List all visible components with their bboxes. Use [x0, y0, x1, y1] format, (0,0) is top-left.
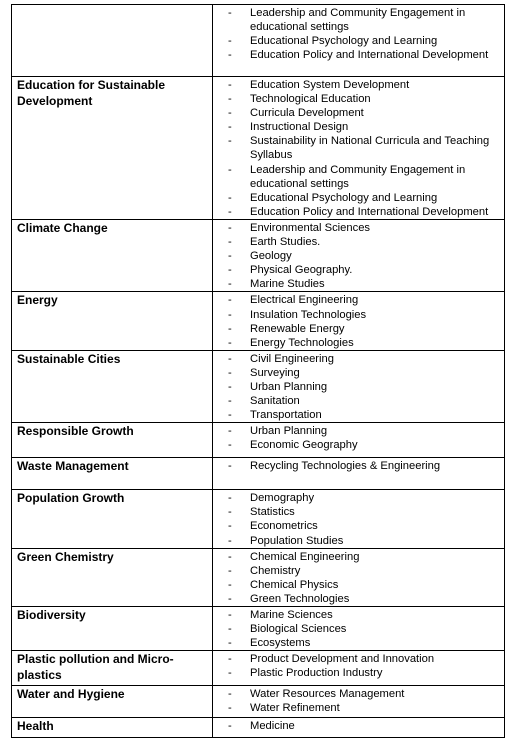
topic-cell [12, 718, 213, 738]
topic-label: Biodiversity [17, 608, 86, 622]
list-item: - Geology [228, 249, 500, 263]
topic-label: Climate Change [17, 220, 108, 235]
list-item: - Green Technologies [228, 592, 500, 606]
list-item: - Surveying [228, 366, 500, 380]
fields-list [228, 293, 500, 349]
table-row [12, 458, 505, 490]
list-item: - Water Refinement [228, 701, 500, 715]
fields-cell [213, 490, 505, 548]
topic-cell [12, 292, 213, 350]
fields-cell [213, 350, 505, 422]
table-row [12, 490, 505, 548]
list-item: - Civil Engineering [228, 352, 500, 366]
list-item: - Chemical Engineering [228, 550, 500, 564]
fields-list [228, 459, 500, 473]
list-item: - Statistics [228, 505, 500, 519]
table-row [12, 77, 505, 220]
list-item: - Product Development and Innovation [228, 652, 500, 666]
list-item: - Energy Technologies [228, 336, 500, 350]
topic-label: Sustainable Cities [17, 351, 121, 366]
topic-label: Plastic pollution and Micro-plastics [17, 652, 174, 682]
fields-cell [213, 686, 505, 718]
list-item: - Education Policy and International Development [228, 48, 500, 62]
topic-cell [12, 5, 213, 77]
list-item: - Transportation [228, 408, 500, 422]
table-row [12, 350, 505, 422]
list-item: - Chemical Physics [228, 578, 500, 592]
list-item: - Education Policy and International Development [228, 205, 500, 219]
fields-list [228, 78, 500, 219]
topic-cell [12, 490, 213, 548]
table-row [12, 292, 505, 350]
fields-list [228, 550, 500, 606]
list-item: - Demography [228, 491, 500, 505]
topic-cell [12, 651, 213, 686]
list-item: - Insulation Technologies [228, 308, 500, 322]
list-item: - Marine Studies [228, 277, 500, 291]
fields-list [228, 424, 500, 452]
list-item: - Chemistry [228, 564, 500, 578]
fields-cell [213, 607, 505, 651]
topic-cell [12, 548, 213, 606]
list-item: - Medicine [228, 719, 500, 733]
fields-list [228, 719, 500, 733]
list-item: - Technological Education [228, 92, 500, 106]
table-body [12, 5, 505, 738]
topics-table [11, 4, 505, 738]
topic-label: Energy [17, 293, 58, 308]
table-row [12, 548, 505, 606]
topic-cell [12, 219, 213, 291]
list-item: - Plastic Production Industry [228, 666, 500, 680]
table-row [12, 651, 505, 686]
topic-cell [12, 423, 213, 458]
topic-cell [12, 350, 213, 422]
list-item: - Recycling Technologies & Engineering [228, 459, 500, 473]
topic-label: Health [17, 719, 54, 734]
list-item: - Leadership and Community Engagement in educational settings [228, 6, 500, 34]
list-item: - Sanitation [228, 394, 500, 408]
table-row [12, 686, 505, 718]
fields-cell [213, 651, 505, 686]
list-item: - Biological Sciences [228, 622, 500, 636]
list-item: - Marine Sciences [228, 608, 500, 622]
fields-cell [213, 423, 505, 458]
fields-list [228, 652, 500, 680]
fields-cell [213, 5, 505, 77]
fields-list [228, 6, 500, 62]
list-item: - Ecosystems [228, 636, 500, 650]
table-row [12, 607, 505, 651]
fields-cell [213, 548, 505, 606]
table-row [12, 718, 505, 738]
list-item: - Electrical Engineering [228, 293, 500, 307]
list-item: - Environmental Sciences [228, 221, 500, 235]
fields-cell [213, 718, 505, 738]
list-item: - Sustainability in National Curricula and Teaching Syllabus [228, 134, 500, 162]
list-item: - Urban Planning [228, 424, 500, 438]
fields-list [228, 687, 500, 715]
fields-cell [213, 219, 505, 291]
list-item: - Leadership and Community Engagement in educational settings [228, 163, 500, 191]
list-item: - Population Studies [228, 534, 500, 548]
fields-list [228, 221, 500, 291]
topic-label: Green Chemistry [17, 549, 114, 564]
list-item: - Urban Planning [228, 380, 500, 394]
fields-list [228, 608, 500, 650]
fields-cell [213, 77, 505, 220]
topic-label: Education for Sustainable Development [17, 78, 166, 108]
topic-cell [12, 607, 213, 651]
list-item: - Econometrics [228, 519, 500, 533]
list-item: - Educational Psychology and Learning [228, 191, 500, 205]
list-item: - Earth Studies. [228, 235, 500, 249]
topic-label: Waste Management [17, 459, 129, 474]
topic-label: Population Growth [17, 491, 125, 506]
fields-list [228, 491, 500, 547]
list-item: - Instructional Design [228, 120, 500, 134]
list-item: - Curricula Development [228, 106, 500, 120]
topic-label: Water and Hygiene [17, 687, 125, 702]
table-row [12, 219, 505, 291]
topic-cell [12, 77, 213, 220]
fields-list [228, 352, 500, 422]
fields-cell [213, 458, 505, 490]
topic-cell [12, 686, 213, 718]
topic-cell [12, 458, 213, 490]
list-item: - Education System Development [228, 78, 500, 92]
fields-cell [213, 292, 505, 350]
list-item: - Physical Geography. [228, 263, 500, 277]
list-item: - Educational Psychology and Learning [228, 34, 500, 48]
list-item: - Economic Geography [228, 438, 500, 452]
list-item: - Renewable Energy [228, 322, 500, 336]
topic-label: Responsible Growth [17, 424, 134, 439]
list-item: - Water Resources Management [228, 687, 500, 701]
table-row [12, 5, 505, 77]
table-row [12, 423, 505, 458]
